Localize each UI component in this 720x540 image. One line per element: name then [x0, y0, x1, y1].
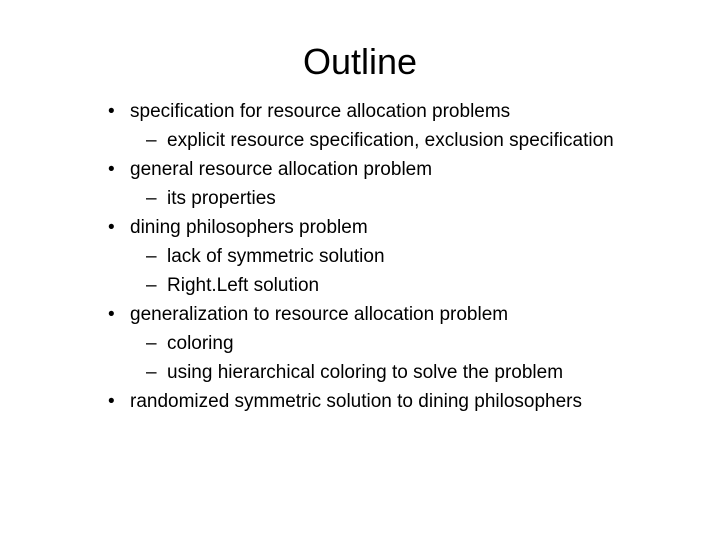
outline-subitem-text: Right.Left solution	[167, 275, 320, 296]
outline-subitem	[108, 271, 708, 300]
outline-item-text: specification for resource allocation problems	[130, 101, 511, 122]
bullet-icon: •	[108, 304, 115, 325]
outline-subitem-text: its properties	[167, 188, 276, 209]
outline-item	[108, 387, 708, 416]
outline-subitem-text: using hierarchical coloring to solve the problem	[167, 362, 564, 383]
outline-subitem	[108, 126, 708, 155]
bullet-icon: •	[108, 159, 115, 180]
dash-icon: –	[146, 333, 157, 354]
outline-item	[108, 213, 708, 242]
outline-item-text: randomized symmetric solution to dining philosophers	[130, 391, 583, 412]
outline-item	[108, 300, 708, 329]
outline-list	[108, 97, 708, 416]
bullet-icon: •	[108, 391, 115, 412]
slide-title: Outline	[302, 41, 418, 82]
outline-item	[108, 155, 708, 184]
bullet-icon: •	[108, 101, 115, 122]
outline-subitem-text: explicit resource specification, exclusion specification	[167, 130, 614, 151]
outline-subitem	[108, 184, 708, 213]
outline-subitem-text: coloring	[167, 333, 234, 354]
outline-item-text: general resource allocation problem	[130, 159, 433, 180]
dash-icon: –	[146, 188, 157, 209]
outline-item	[108, 97, 708, 126]
bullet-icon: •	[108, 217, 115, 238]
outline-subitem-text: lack of symmetric solution	[167, 246, 385, 267]
outline-subitem	[108, 242, 708, 271]
outline-subitem	[108, 329, 708, 358]
outline-item-text: dining philosophers problem	[130, 217, 368, 238]
outline-subitem	[108, 358, 708, 387]
outline-item-text: generalization to resource allocation problem	[130, 304, 509, 325]
dash-icon: –	[146, 246, 157, 267]
dash-icon: –	[146, 275, 157, 296]
dash-icon: –	[146, 362, 157, 383]
dash-icon: –	[146, 130, 157, 151]
